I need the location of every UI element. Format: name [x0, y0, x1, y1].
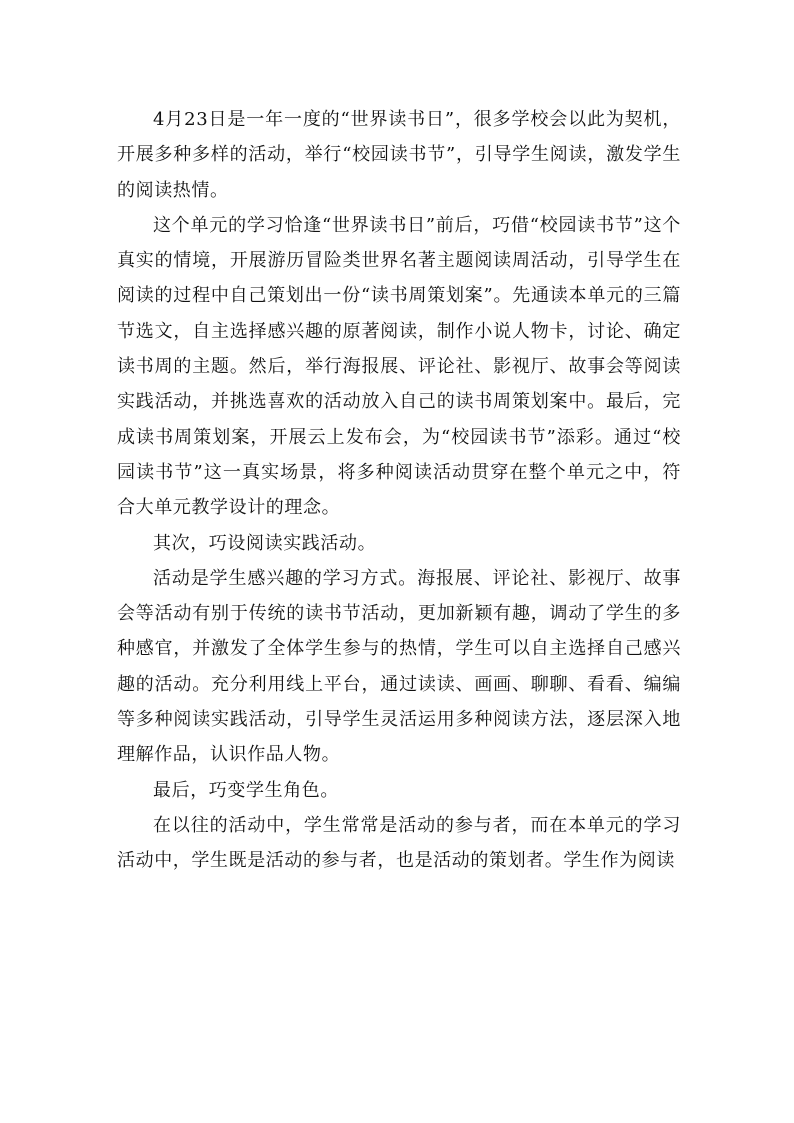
- paragraph-heading-second: 其次，巧设阅读实践活动。: [153, 532, 377, 554]
- document-body: [117, 102, 681, 879]
- paragraph-unit-context: 这个单元的学习恰逢“世界读书日”前后，巧借“校园读书节”这个真实的情境，开展游历冒险类世界名著主题阅读周活动，引导学生在阅读的过程中自己策划出一份“读书周策划案”。先通读本单元的三篇节选文，自主选择感兴趣的原著阅读，制作小说人物卡，讨论、确定读书周的主题。然后，举行海报展、评论社、影视厅、故事会等阅读实践活动，并挑选喜欢的活动放入自己的读书周策划案中。最后，完成读书周策划案，开展云上发布会，为“校园读书节”添彩。通过“校园读书节”这一真实场景，将多种阅读活动贯穿在整个单元之中，符合大单元教学设计的理念。: [117, 214, 681, 519]
- paragraph-student-role: 在以往的活动中，学生常常是活动的参与者，而在本单元的学习活动中，学生既是活动的参与者，也是活动的策划者。学生作为阅读: [117, 814, 681, 872]
- paragraph-heading-last: 最后，巧变学生角色。: [153, 779, 339, 801]
- paragraph-intro: 4月23日是一年一度的“世界读书日”，很多学校会以此为契机，开展多种多样的活动，举行“校园读书节”，引导学生阅读，激发学生的阅读热情。: [117, 109, 681, 201]
- paragraph-activities: 活动是学生感兴趣的学习方式。海报展、评论社、影视厅、故事会等活动有别于传统的读书节活动，更加新颖有趣，调动了学生的多种感官，并激发了全体学生参与的热情，学生可以自主选择自己感兴趣的活动。充分利用线上平台，通过读读、画画、聊聊、看看、编编等多种阅读实践活动，引导学生灵活运用多种阅读方法，逐层深入地理解作品，认识作品人物。: [117, 567, 681, 766]
